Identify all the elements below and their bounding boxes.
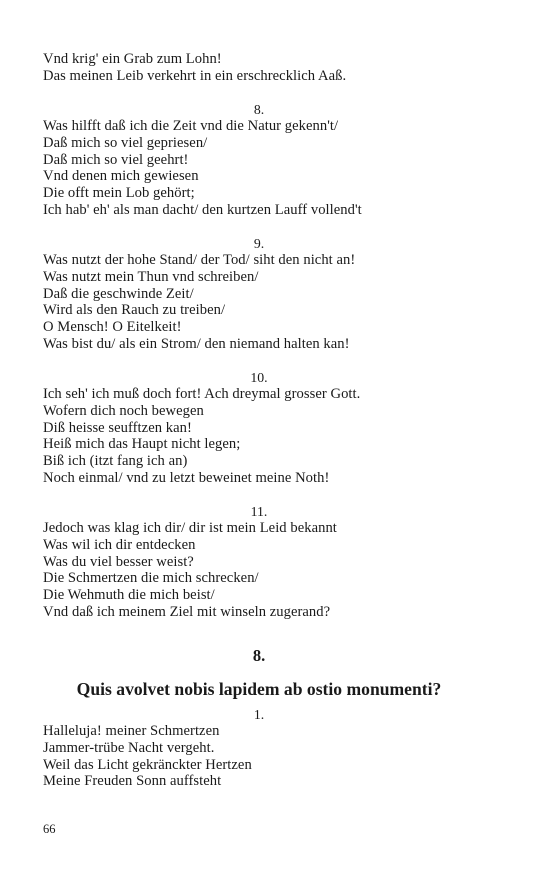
verse-line: Die Wehmuth die mich beist/ (43, 587, 215, 604)
stanza-10 (43, 386, 513, 487)
section-number: 8. (252, 646, 266, 665)
verse-line: Jedoch was klag ich dir/ dir ist mein Leid bekannt (43, 520, 337, 536)
verse-line: Daß mich so viel geehrt! (43, 151, 189, 168)
verse-line: Ich hab' eh' als man dacht/ den kurtzen Lauff vollend't (43, 201, 362, 218)
verse-line: Biß ich (itzt fang ich an) (43, 453, 188, 470)
verse-line: Wofern dich noch bewegen (43, 402, 204, 419)
verse-line: Noch einmal/ vnd zu letzt beweinet meine Noth! (43, 469, 330, 486)
stanza-ending (43, 51, 513, 85)
verse-line: Ich seh' ich muß doch fort! Ach dreymal grosser Gott. (43, 386, 361, 402)
verse-line: Daß mich so viel gepriesen/ (43, 134, 208, 151)
stanza-8 (43, 118, 513, 219)
verse-line: Heiß mich das Haupt nicht legen; (43, 436, 241, 453)
section-title: Quis avolvet nobis lapidem ab ostio monumenti? (76, 679, 442, 699)
verse-line: Halleluja! meiner Schmertzen (43, 723, 220, 739)
page-number: 66 (43, 822, 56, 836)
stanza-9 (43, 252, 513, 353)
verse-line: Die offt mein Lob gehört; (43, 185, 195, 202)
verse-line: Meine Freuden Sonn auffsteht (43, 773, 222, 790)
verse-line: Wird als den Rauch zu treiben/ (43, 302, 226, 319)
stanza-number: 9. (253, 236, 265, 251)
verse-line: Diß heisse seufftzen kan! (43, 419, 192, 436)
verse-line: Vnd daß ich meinem Ziel mit winseln zugerand? (43, 603, 331, 620)
stanza-number: 1. (253, 707, 265, 722)
verse-line: Was hilfft daß ich die Zeit vnd die Natur gekenn't/ (43, 118, 339, 134)
stanza-number: 10. (250, 370, 268, 385)
verse-line: Was nutzt der hohe Stand/ der Tod/ siht den nicht an! (43, 252, 356, 268)
verse-line: Daß die geschwinde Zeit/ (43, 285, 194, 302)
verse-line: Vnd denen mich gewiesen (43, 168, 199, 185)
verse-line: Weil das Licht gekränckter Hertzen (43, 756, 252, 773)
verse-line: Was du viel besser weist? (43, 553, 194, 570)
stanza-11 (43, 520, 513, 621)
verse-line: Was bist du/ als ein Strom/ den niemand halten kan! (43, 335, 350, 352)
verse-line: Das meinen Leib verkehrt in ein erschrecklich Aaß. (43, 67, 347, 84)
verse-line: Was wil ich dir entdecken (43, 536, 196, 553)
stanza-number: 11. (250, 504, 268, 519)
stanza-1 (43, 723, 513, 790)
verse-line: O Mensch! O Eitelkeit! (43, 319, 182, 336)
verse-line: Die Schmertzen die mich schrecken/ (43, 570, 259, 587)
stanza-number: 8. (253, 102, 265, 117)
verse-line: Vnd krig' ein Grab zum Lohn! (43, 51, 222, 67)
verse-line: Was nutzt mein Thun vnd schreiben/ (43, 268, 259, 285)
verse-line: Jammer-trübe Nacht vergeht. (43, 739, 215, 756)
